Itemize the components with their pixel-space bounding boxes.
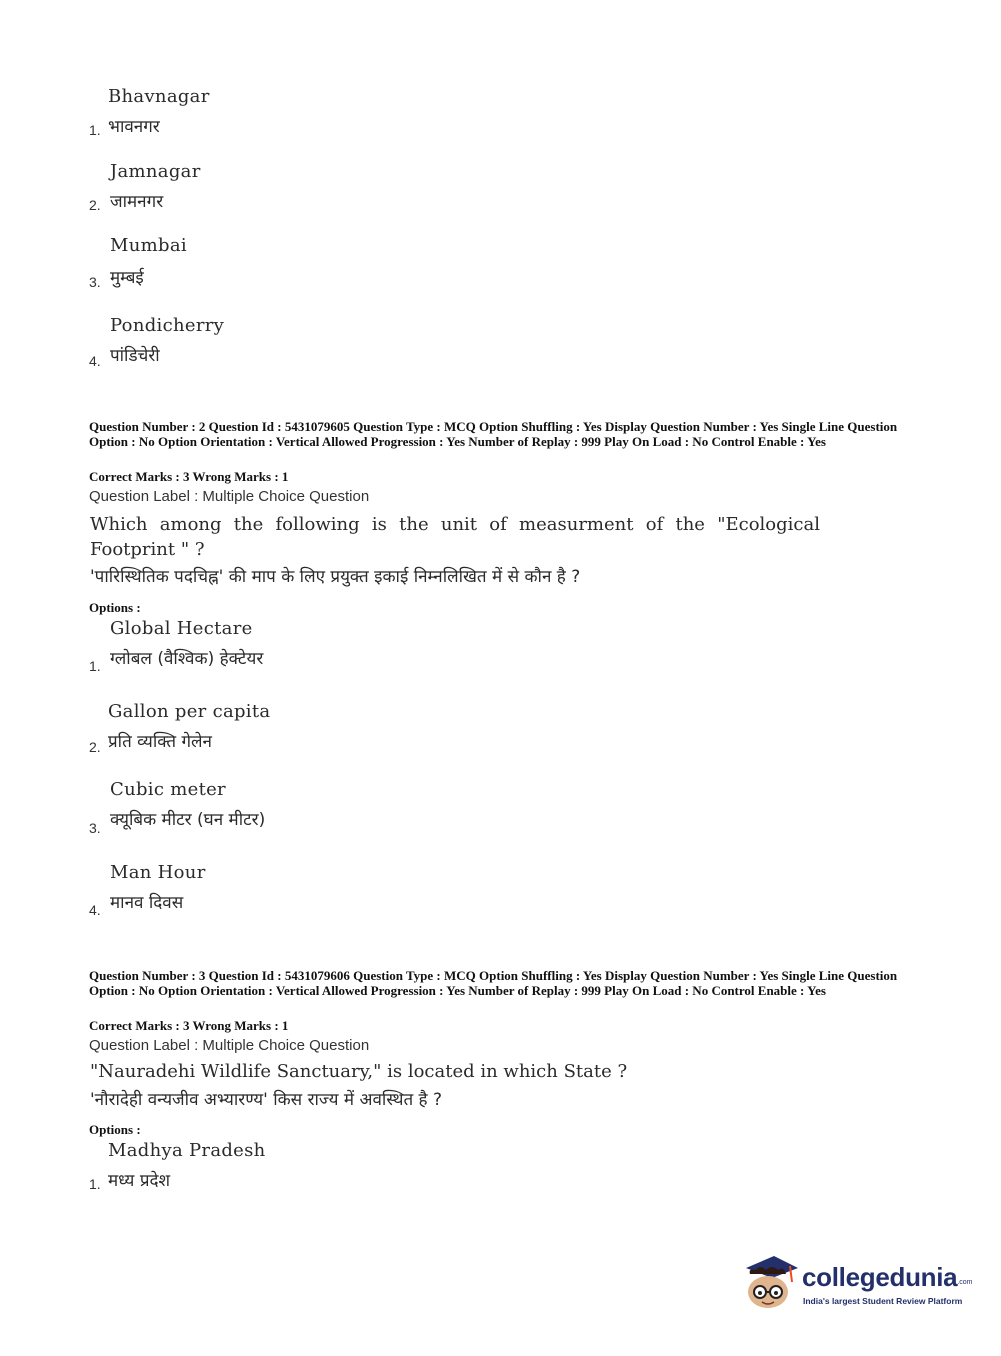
logo-suffix: .com (957, 1279, 973, 1286)
option-number: 1. (89, 1176, 101, 1192)
option-number: 1. (89, 658, 101, 674)
logo-name: collegedunia (802, 1262, 958, 1292)
option-text-en: Mumbai (110, 235, 187, 256)
option-number: 2. (89, 739, 101, 755)
logo-wordmark (802, 1262, 973, 1293)
question-meta: Question Number : 3 Question Id : 5431079606 Question Type : MCQ Option Shuffling : Yes Display Question Number : Yes Single Line Question Option : No Option Orientation : Vertical Allowed Progression : Yes Number of Replay : 999 Play On Load : No Control Enable : Yes (89, 968, 898, 998)
option-text-hi: ग्लोबल (वैश्विक) हेक्टेयर (110, 649, 264, 669)
option-number: 3. (89, 820, 101, 836)
option-text-hi: मुम्बई (110, 268, 144, 288)
option-text-en: Gallon per capita (108, 701, 271, 722)
option-text-hi: भावनगर (108, 117, 160, 137)
option-text-hi: पांडिचेरी (110, 346, 160, 366)
options-heading: Options : (89, 1122, 141, 1137)
question-text-hi: 'पारिस्थितिक पदचिह्न' की माप के लिए प्रयुक्त इकाई निम्नलिखित में से कौन है ? (90, 567, 581, 587)
option-text-en: Pondicherry (110, 315, 225, 336)
option-text-hi: प्रति व्यक्ति गेलेन (108, 732, 212, 752)
option-number: 4. (89, 902, 101, 918)
option-text-hi: मानव दिवस (110, 893, 184, 913)
mascot-icon (740, 1252, 800, 1312)
option-text-en: Man Hour (110, 862, 206, 883)
option-text-en: Global Hectare (110, 618, 253, 639)
question-text-en: "Nauradehi Wildlife Sanctuary," is located in which State ? (90, 1061, 628, 1082)
question-text-hi: 'नौरादेही वन्यजीव अभ्यारण्य' किस राज्य में अवस्थित है ? (90, 1090, 443, 1110)
question-marks: Correct Marks : 3 Wrong Marks : 1 (89, 469, 289, 484)
option-text-hi: जामनगर (110, 192, 164, 212)
question-text-en: Which among the following is the unit of measurment of the "Ecological Footprint " ? (90, 514, 820, 560)
option-number: 2. (89, 197, 101, 213)
question-marks: Correct Marks : 3 Wrong Marks : 1 (89, 1018, 289, 1033)
question-label: Question Label : Multiple Choice Question (89, 488, 370, 505)
logo-tagline: India's largest Student Review Platform (803, 1296, 963, 1306)
option-text-en: Jamnagar (110, 161, 201, 182)
question-meta: Question Number : 2 Question Id : 5431079605 Question Type : MCQ Option Shuffling : Yes Display Question Number : Yes Single Line Question Option : No Option Orientation : Vertical Allowed Progression : Yes Number of Replay : 999 Play On Load : No Control Enable : Yes (89, 419, 898, 449)
option-text-hi: मध्य प्रदेश (108, 1171, 171, 1191)
option-text-hi: क्यूबिक मीटर (घन मीटर) (110, 810, 266, 830)
collegedunia-logo (740, 1250, 973, 1314)
option-number: 4. (89, 353, 101, 369)
options-heading: Options : (89, 600, 141, 615)
option-number: 1. (89, 122, 101, 138)
option-text-en: Bhavnagar (108, 86, 210, 107)
option-text-en: Madhya Pradesh (108, 1140, 266, 1161)
option-text-en: Cubic meter (110, 779, 226, 800)
question-label: Question Label : Multiple Choice Question (89, 1037, 370, 1054)
option-number: 3. (89, 274, 101, 290)
